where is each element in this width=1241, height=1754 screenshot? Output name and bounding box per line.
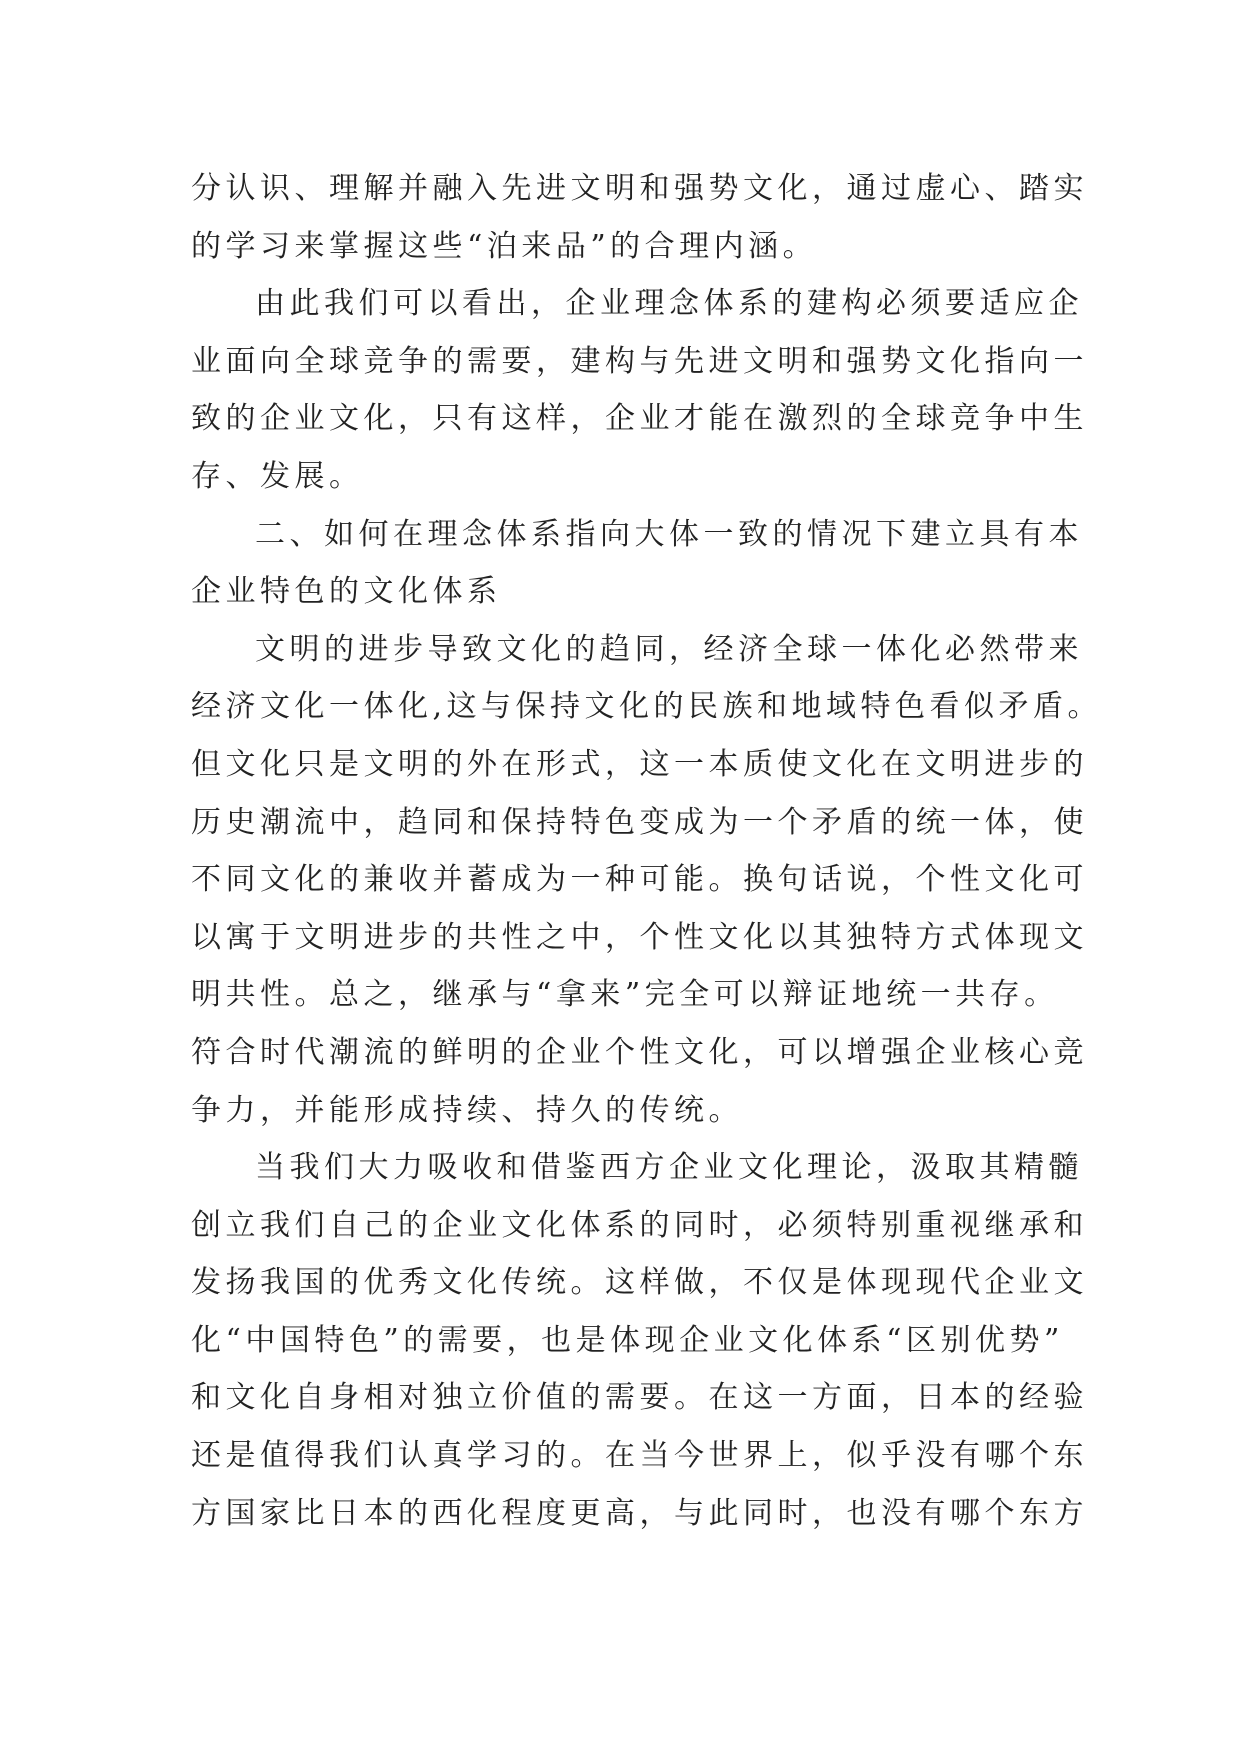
text-line: 存、发展。: [191, 458, 364, 494]
text-line: 分认识、理解并融入先进文明和强势文化，通过虚心、踏实: [191, 171, 1088, 206]
text-line: 二、如何在理念体系指向大体一致的情况下建立具有本: [255, 516, 1083, 552]
text-line: 经济文化一体化,这与保持文化的民族和地域特色看似矛盾。: [191, 689, 1103, 725]
text-line: 致的企业文化，只有这样，企业才能在激烈的全球竞争中生: [191, 401, 1088, 437]
text-line: 历史潮流中，趋同和保持特色变成为一个矛盾的统一体，使: [191, 804, 1088, 840]
text-line: 业面向全球竞争的需要，建构与先进文明和强势文化指向一: [191, 343, 1088, 379]
text-line: 方国家比日本的西化程度更高，与此同时，也没有哪个东方: [191, 1495, 1088, 1531]
text-line: 明共性。总之，继承与“拿来”完全可以辩证地统一共存。: [191, 977, 1059, 1013]
text-line: 争力，并能形成持续、持久的传统。: [191, 1092, 743, 1128]
text-line: 以寓于文明进步的共性之中，个性文化以其独特方式体现文: [191, 919, 1088, 955]
text-line: 发扬我国的优秀文化传统。这样做，不仅是体现现代企业文: [191, 1265, 1088, 1301]
text-line: 符合时代潮流的鲜明的企业个性文化，可以增强企业核心竞: [191, 1034, 1088, 1070]
text-line: 文明的进步导致文化的趋同，经济全球一体化必然带来: [255, 631, 1083, 667]
text-line: 化“中国特色”的需要，也是体现企业文化体系“区别优势”: [191, 1322, 1064, 1358]
text-line: 企业特色的文化体系: [191, 574, 502, 610]
text-line: 由此我们可以看出，企业理念体系的建构必须要适应企: [255, 286, 1083, 322]
text-line: 不同文化的兼收并蓄成为一种可能。换句话说，个性文化可: [191, 862, 1088, 898]
text-line: 和文化自身相对独立价值的需要。在这一方面，日本的经验: [191, 1380, 1088, 1416]
text-line: 还是值得我们认真学习的。在当今世界上，似乎没有哪个东: [191, 1438, 1088, 1474]
text-line: 当我们大力吸收和借鉴西方企业文化理论，汲取其精髓: [255, 1150, 1083, 1186]
body-text: [191, 160, 1103, 1542]
text-line: 的学习来掌握这些“泊来品”的合理内涵。: [191, 228, 818, 264]
text-line: 创立我们自己的企业文化体系的同时，必须特别重视继承和: [191, 1207, 1088, 1243]
text-line: 但文化只是文明的外在形式，这一本质使文化在文明进步的: [191, 746, 1088, 782]
